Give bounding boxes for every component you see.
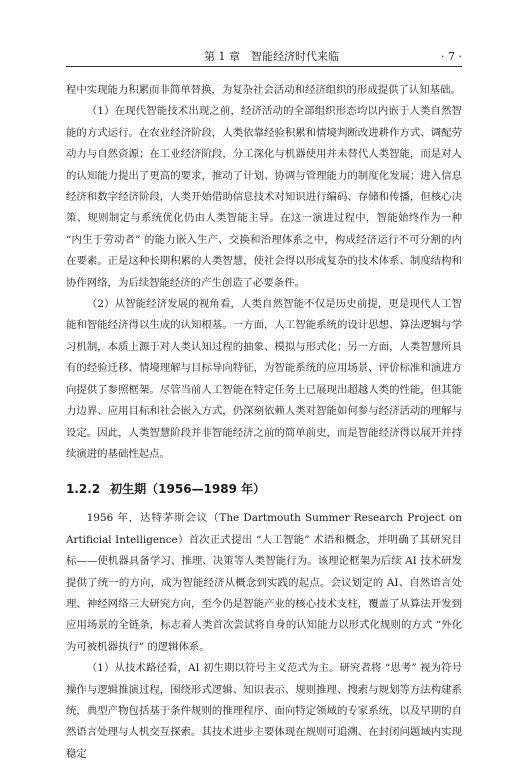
chapter-title: 第 1 章 智能经济时代来临 [204, 50, 339, 63]
section-number: 1.2.2 [66, 482, 101, 497]
paragraph-technical-path: （1）从技术路径看，AI 初生期以符号主义范式为主。研究者将 “思考” 视为符号操作与逻辑推演过程，围绕形式逻辑、知识表示、规则推理、搜索与规划等方法构建系统，典型产物包括基于条件规则的推理程序、面向特定领域的专家系统，以及早期的自然语言处理与人机交互探索。其技术进步主要体现在规则可追溯、在封闭问题域内实现稳定 [66, 662, 462, 760]
page-body [66, 80, 462, 765]
page-number: · 7 · [441, 50, 462, 63]
paragraph-point-2: （2）从智能经济发展的视角看，人类自然智能不仅是历史前提，更是现代人工智能和智能经济得以生成的认知根基。一方面，人工智能系统的设计思想、算法逻辑与学习机制，本质上源于对人类认知过程的抽象、模拟与形式化；另一方面，人类智慧所具有的经验迁移、情境理解与目标导向特征，为智能系统的应用场景、评价标准和演进方向提供了参照框架。尽管当前人工智能在特定任务上已展现出超越人类的性能，但其能力边界、应用目标和社会嵌入方式，仍深刻依赖人类对智能如何参与经济活动的理解与设定。因此，人类智慧阶段并非智能经济之前的简单前史，而是智能经济得以展开并持续演进的基础性起点。 [66, 298, 462, 460]
running-header [66, 48, 462, 67]
paragraph-point-1: （1）在现代智能技术出现之前，经济活动的全部组织形态均以内嵌于人类自然智能的方式运行。在农业经济阶段，人类依靠经验积累和情境判断改进耕作方式、调配劳动力与自然资源；在工业经济阶段，分工深化与机器使用并未替代人类智能，而是对人的认知能力提出了更高的要求，推动了计划、协调与管理能力的制度化发展；进入信息经济和数字经济阶段，人类开始借助信息技术对知识进行编码、存储和传播，但核心决策、规则制定与系统优化仍由人类智能主导。在这一演进过程中，智能始终作为一种 “内生于劳动者” 的能力嵌入生产、交换和治理体系之中，构成经济运行不可分割的内在要素。正是这种长期积累的人类智慧，使社会得以形成复杂的技术体系、制度结构和协作网络，为后续智能经济的产生创造了必要条件。 [66, 105, 462, 289]
paragraph-dartmouth: 1956 年，达特茅斯会议（The Dartmouth Summer Research Project on Artificial Intelligence）首次正式提出 “人工智能” 术语和概念，并明确了其研究目标——使机器具备学习、推理、决策等人类智能行为。该理论框架为后续 AI 技术研发提供了统一的方向，成为智能经济从概念到实践的起点。会议划定的 AI、自然语言处理、神经网络三大研究方向，至今仍是智能产业的核心技术支柱，覆盖了从算法开发到应用场景的全链条，标志着人类首次尝试将自身的认知能力以形式化规则的方式 “外化为可被机器执行” 的逻辑体系。 [66, 512, 462, 653]
section-title: 初生期（1956—1989 年） [110, 482, 266, 497]
section-heading [66, 479, 462, 499]
paragraph-continued: 程中实现能力积累而非简单替换，为复杂社会活动和经济组织的形成提供了认知基础。 [66, 84, 461, 96]
